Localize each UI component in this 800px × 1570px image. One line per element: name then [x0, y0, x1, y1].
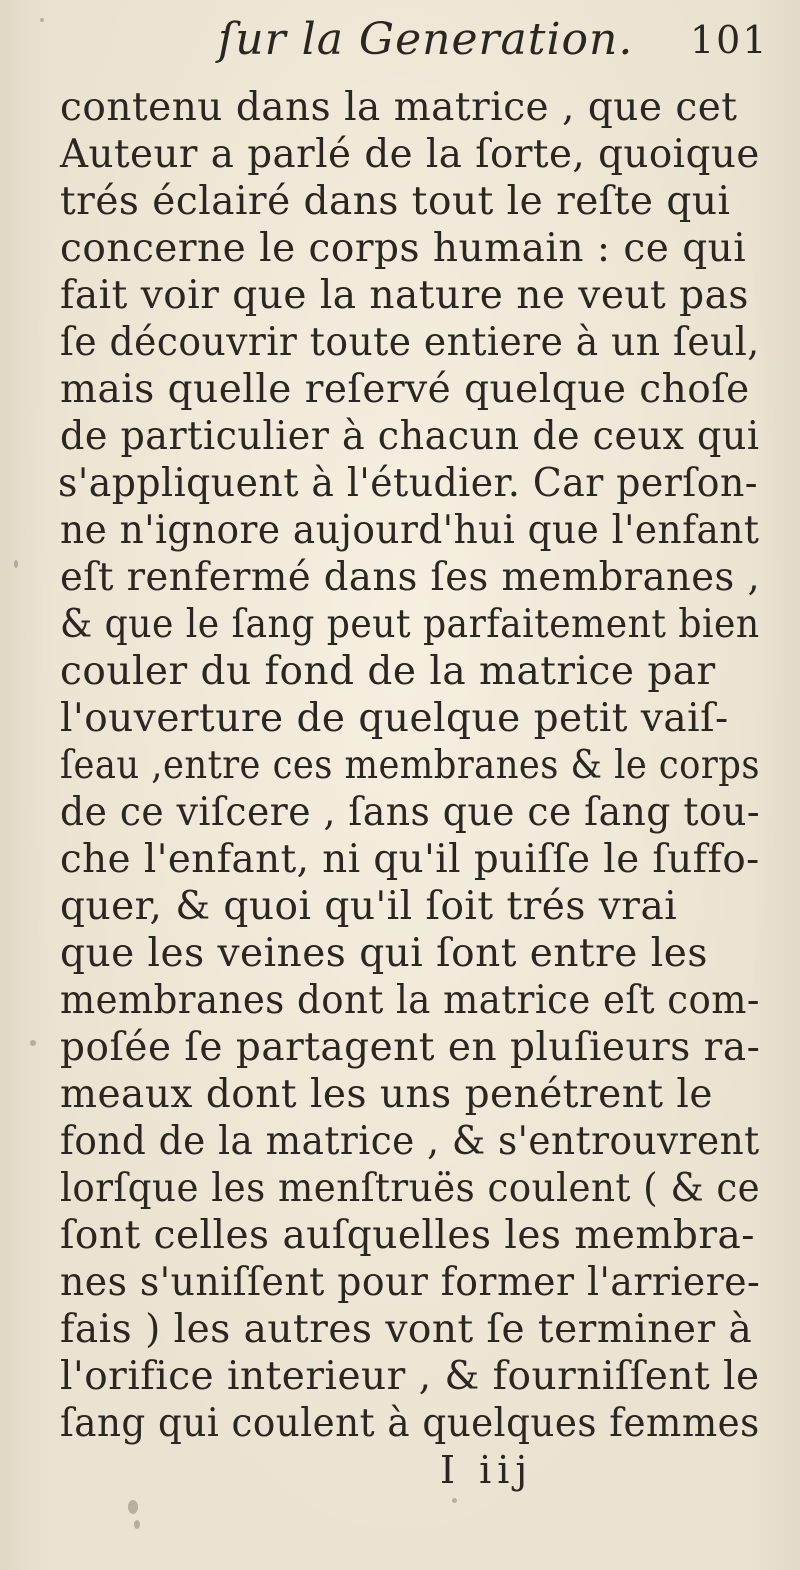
text-line: ſont celles auſquelles les membra- — [60, 1213, 755, 1258]
ink-speck — [452, 1498, 457, 1503]
ink-speck — [134, 1520, 140, 1529]
text-line: che l'enfant, ni qu'il puiſſe le ſuffo- — [60, 837, 760, 882]
text-line: ſe découvrir toute entiere à un ſeul, — [60, 320, 760, 365]
text-line: Auteur a parlé de la ſorte, quoique — [60, 132, 760, 177]
text-line: l'orifice interieur , & fourniſſent le — [60, 1354, 760, 1399]
text-line: & que le ſang peut parfaitement bien — [60, 602, 760, 647]
text-line: membranes dont la matrice eſt com- — [60, 978, 760, 1023]
text-line: quer, & quoi qu'il ſoit trés vrai — [60, 884, 678, 929]
page-header — [0, 8, 800, 78]
text-line: poſée ſe partagent en pluſieurs ra- — [60, 1025, 761, 1070]
text-line: concerne le corps humain : ce qui — [60, 226, 747, 271]
text-line: s'appliquent à l'étudier. Car perſon- — [58, 461, 759, 506]
page-number: 101 — [690, 18, 769, 62]
text-line: que les veines qui ſont entre les — [60, 931, 708, 976]
text-line: de particulier à chacun de ceux qui — [60, 414, 760, 459]
text-line: nes s'uniſſent pour former l'arriere- — [60, 1260, 761, 1305]
text-line: fond de la matrice , & s'entrouvrent — [60, 1119, 760, 1164]
text-line: ſang qui coulent à quelques femmes — [60, 1401, 760, 1446]
text-line: de ce viſcere , ſans que ce ſang tou- — [60, 790, 761, 835]
text-line: fais ) les autres vont ſe terminer à — [60, 1307, 753, 1352]
running-title: ſur la Generation. — [218, 14, 634, 65]
text-line: trés éclairé dans tout le reſte qui — [60, 179, 731, 224]
ink-speck — [14, 560, 18, 568]
text-line: fait voir que la nature ne veut pas — [60, 273, 749, 318]
ink-speck — [128, 1500, 138, 1514]
text-line: lorſque les menſtruës coulent ( & ce — [60, 1166, 761, 1211]
text-line: couler du fond de la matrice par — [60, 649, 716, 694]
text-line: mais quelle reſervé quelque choſe — [60, 367, 750, 412]
text-line: ſeau ,entre ces membranes & le corps — [60, 743, 760, 788]
signature-mark: I iij — [440, 1448, 534, 1492]
text-line: contenu dans la matrice , que cet — [60, 85, 738, 130]
text-line: eſt renfermé dans ſes membranes , — [60, 555, 761, 600]
text-line: ne n'ignore aujourd'hui que l'enfant — [60, 508, 760, 553]
ink-speck — [30, 1040, 36, 1046]
text-line: meaux dont les uns penétrent le — [60, 1072, 713, 1117]
text-line: l'ouverture de quelque petit vaiſ- — [60, 696, 729, 741]
ink-speck — [40, 18, 44, 22]
